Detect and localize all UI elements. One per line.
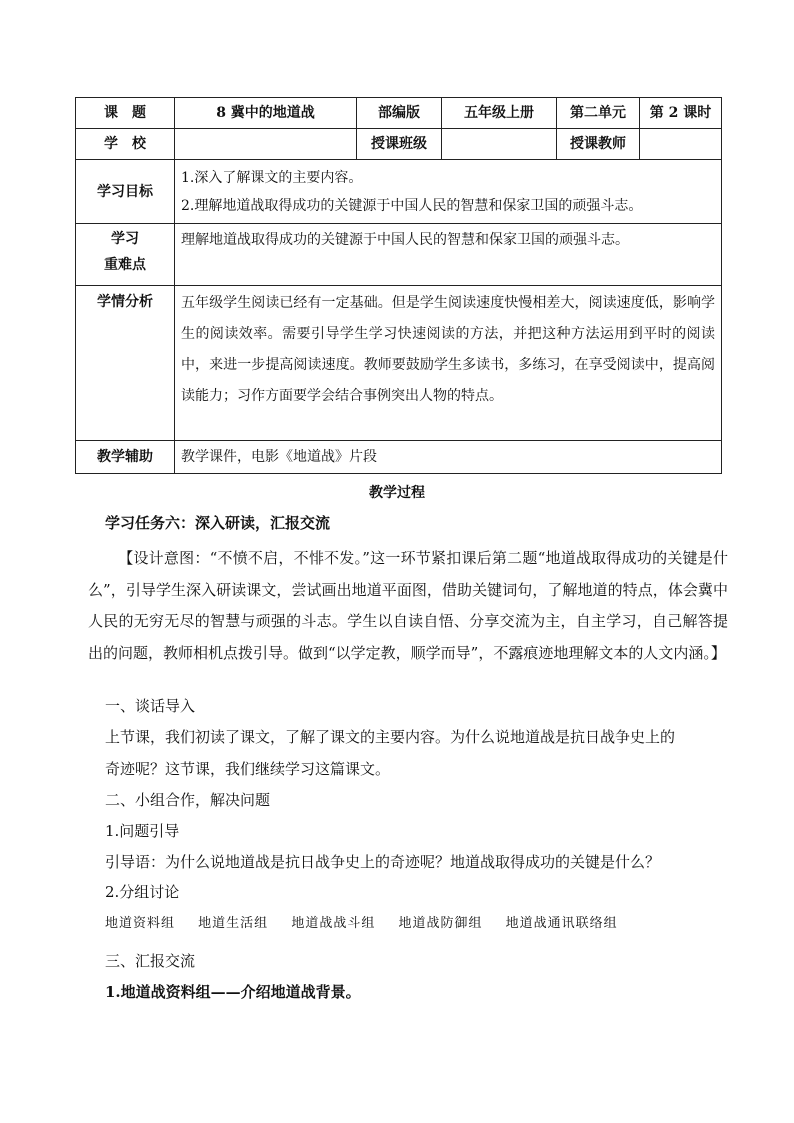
section-heading: 三、汇报交流 (105, 952, 196, 970)
goal-item: 2.理解地道战取得成功的关键源于中国人民的智慧和保家卫国的顽强斗志。 (181, 197, 643, 214)
lesson-info-table (75, 97, 722, 474)
task-heading: 学习任务六：深入研读，汇报交流 (105, 514, 331, 532)
period: 第 2 课时 (640, 98, 722, 129)
group-list (105, 912, 636, 931)
table-row (76, 98, 722, 129)
table-row (76, 441, 722, 474)
unit: 第二单元 (557, 98, 640, 129)
report-heading: 1.地道战资料组——介绍地道战背景。 (105, 983, 361, 1001)
key-text: 理解地道战取得成功的关键源于中国人民的智慧和保家卫国的顽强斗志。 (175, 224, 722, 286)
group-item: 地道战战斗组 (291, 916, 376, 931)
goals-label: 学习目标 (76, 160, 175, 224)
key-label (76, 224, 175, 286)
table-row (76, 129, 722, 160)
step-heading: 1.问题引导 (105, 822, 180, 840)
group-item: 地道战防御组 (398, 916, 483, 931)
paragraph-line: 奇迹呢？这节课，我们继续学习这篇课文。 (105, 760, 391, 778)
section-heading: 一、谈话导入 (105, 697, 196, 715)
analysis-label: 学情分析 (76, 286, 175, 441)
group-item: 地道战通讯联络组 (505, 916, 618, 931)
teacher-value (640, 129, 722, 160)
design-intent-text: 【设计意图：“不愤不启，不悱不发。”这一环节紧扣课后第二题“地道战取得成功的关键是什么”，引导学生深入研读课文，尝试画出地道平面图，借助关键词句，了解地道的特点，体会冀中人民的无穷无尽的智慧与顽强的斗志。学生以自读自悟、分享交流为主，自主学习，自己解答提出的问题，教师相机点拨引导。做到“以学定教，顺学而导”，不露痕迹地理解文本的人文内涵。】 (88, 549, 728, 662)
grade: 五年级上册 (442, 98, 557, 129)
guide-text: 引导语：为什么说地道战是抗日战争史上的奇迹呢？地道战取得成功的关键是什么？ (105, 853, 661, 871)
key-label-line2: 重难点 (104, 257, 146, 273)
section-heading: 二、小组合作，解决问题 (105, 791, 271, 809)
school-value (175, 129, 357, 160)
group-item: 地道生活组 (198, 916, 269, 931)
process-title: 教学过程 (369, 485, 425, 501)
design-intent (88, 543, 728, 669)
key-label-line1: 学习 (111, 231, 139, 247)
analysis-text: 五年级学生阅读已经有一定基础。但是学生阅读速度快慢相差大，阅读速度低，影响学生的阅读效率。需要引导学生学习快速阅读的方法，并把这种方法运用到平时的阅读中，来进一步提高阅读速度。教师要鼓励学生多读书，多练习，在享受阅读中，提高阅读能力；习作方面要学会结合事例突出人物的特点。 (175, 286, 722, 441)
edition: 部编版 (357, 98, 442, 129)
goals-cell (175, 160, 722, 224)
lesson-label: 课 题 (76, 98, 175, 129)
class-value (442, 129, 557, 160)
aids-text: 教学课件，电影《地道战》片段 (175, 441, 722, 474)
table-row (76, 224, 722, 286)
group-item: 地道资料组 (105, 916, 176, 931)
lesson-title: 8 冀中的地道战 (175, 98, 357, 129)
goal-item: 1.深入了解课文的主要内容。 (181, 169, 363, 186)
step-heading: 2.分组讨论 (105, 883, 180, 901)
table-row (76, 286, 722, 441)
teacher-label: 授课教师 (557, 129, 640, 160)
table-row (76, 160, 722, 224)
school-label: 学 校 (76, 129, 175, 160)
aids-label: 教学辅助 (76, 441, 175, 474)
class-label: 授课班级 (357, 129, 442, 160)
paragraph-line: 上节课，我们初读了课文，了解了课文的主要内容。为什么说地道战是抗日战争史上的 (105, 728, 676, 746)
